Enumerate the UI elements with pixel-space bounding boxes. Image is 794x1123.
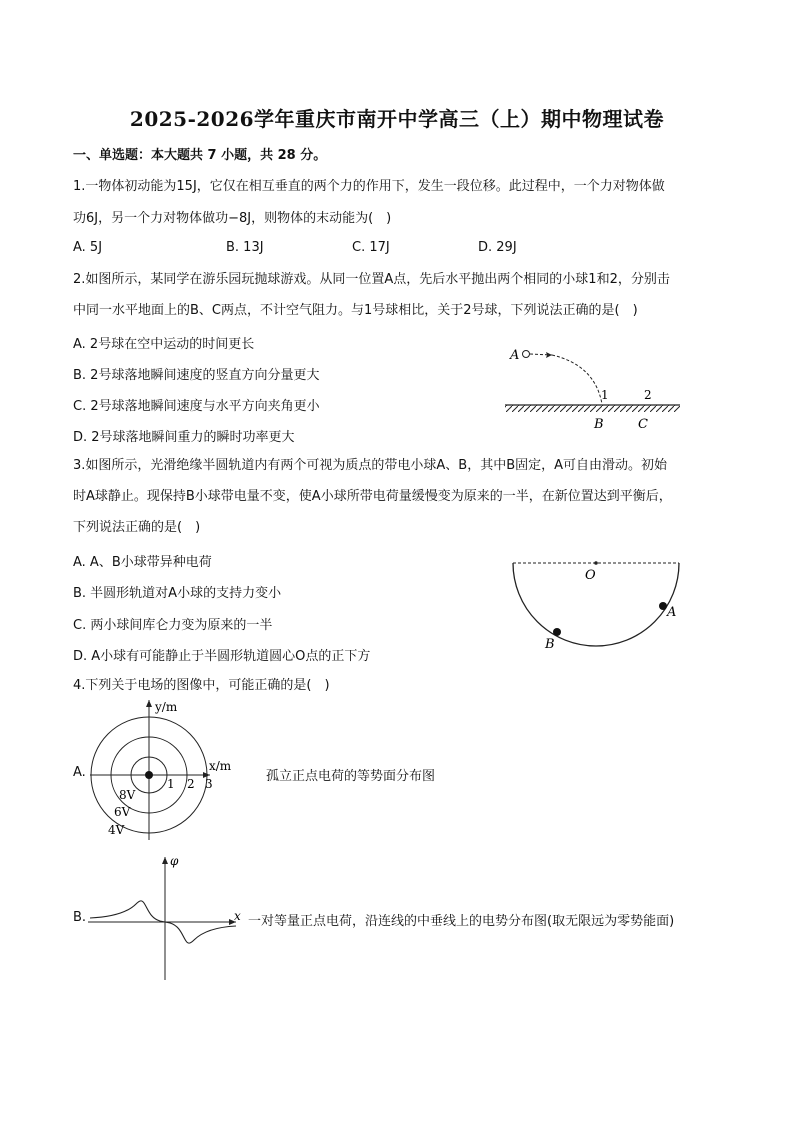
- q4-line1: 4.下列关于电场的图像中，可能正确的是( ): [73, 678, 330, 693]
- q1-option-b[interactable]: B. 13J: [226, 240, 264, 255]
- q3-label-a: A: [667, 605, 677, 620]
- section-heading: 一、单选题：本大题共 7 小题，共 28 分。: [73, 148, 327, 163]
- q4a-tick-2: 2: [187, 777, 195, 791]
- q3-ball-b: [553, 628, 561, 636]
- q3-center-dot: [594, 561, 598, 565]
- q1-option-d[interactable]: D. 29J: [478, 240, 517, 255]
- q2-option-c[interactable]: C. 2号球落地瞬间速度与水平方向夹角更小: [73, 399, 320, 414]
- q1-option-c[interactable]: C. 17J: [352, 240, 390, 255]
- q4a-y-arrow: [146, 700, 152, 707]
- q2-projectile-figure: [500, 340, 690, 435]
- q3-option-a[interactable]: A. A、B小球带异种电荷: [73, 555, 212, 570]
- q4b-y-arrow: [162, 857, 168, 864]
- q2-label-c: C: [638, 417, 648, 432]
- q3-track: [513, 563, 679, 646]
- q3-line1: 3.如图所示，光滑绝缘半圆轨道内有两个可视为质点的带电小球A、B，其中B固定，A可自由滑动。初始: [73, 458, 668, 473]
- q2-option-d[interactable]: D. 2号球落地瞬间重力的瞬时功率更大: [73, 430, 295, 445]
- q3-option-c[interactable]: C. 两小球间库仑力变为原来的一半: [73, 618, 273, 633]
- page-title: 2025-2026学年重庆市南开中学高三（上）期中物理试卷: [129, 107, 665, 131]
- q2-option-b[interactable]: B. 2号球落地瞬间速度的竖直方向分量更大: [73, 368, 320, 383]
- q4a-y-label: y/m: [155, 700, 178, 714]
- q3-ball-a: [659, 602, 667, 610]
- q4-potential-graph: [88, 852, 248, 982]
- q2-line1: 2.如图所示，某同学在游乐园玩抛球游戏。从同一位置A点，先后水平抛出两个相同的小球1和2，分别击: [73, 272, 670, 287]
- q4-option-a-letter[interactable]: A.: [73, 765, 86, 780]
- q2-label-a: A: [510, 348, 520, 363]
- q4b-x-label: x: [234, 909, 241, 923]
- q4a-label-8v: 8V: [119, 788, 136, 802]
- q4a-label-4v: 4V: [108, 823, 125, 837]
- q2-line2: 中同一水平地面上的B、C两点，不计空气阻力。与1号球相比，关于2号球，下列说法正确的是( ): [73, 303, 638, 318]
- q3-semicircle-figure: [505, 555, 690, 655]
- q3-label-o: O: [585, 568, 596, 583]
- q4-option-a-caption: 孤立正点电荷的等势面分布图: [266, 769, 436, 784]
- q4b-y-label: φ: [170, 854, 179, 868]
- q4a-x-label: x/m: [209, 759, 232, 773]
- q1-line2: 功6J，另一个力对物体做功−8J，则物体的末动能为( ): [73, 211, 392, 226]
- q4-option-b-letter[interactable]: B.: [73, 910, 87, 925]
- q2-ground-hatch: [505, 405, 680, 412]
- q1-line1: 1.一物体初动能为15J，它仅在相互垂直的两个力的作用下，发生一段位移。此过程中，一个力对物体做: [73, 179, 665, 194]
- q2-trajectory: [552, 355, 602, 404]
- q3-option-b[interactable]: B. 半圆形轨道对A小球的支持力变小: [73, 586, 282, 601]
- q2-label-1: 1: [601, 388, 609, 402]
- q2-option-a[interactable]: A. 2号球在空中运动的时间更长: [73, 337, 255, 352]
- q3-line3: 下列说法正确的是( ): [73, 520, 201, 535]
- q2-label-2: 2: [644, 388, 652, 402]
- q2-label-b: B: [594, 417, 604, 432]
- q3-line2: 时A球静止。现保持B小球带电量不变，使A小球所带电荷量缓慢变为原来的一半，在新位置达到平衡后，: [73, 489, 672, 504]
- q3-label-b: B: [545, 637, 555, 652]
- q4-option-b-caption: 一对等量正点电荷，沿连线的中垂线上的电势分布图(取无限远为零势能面): [248, 914, 675, 929]
- q4a-tick-3: 3: [205, 777, 213, 791]
- q1-option-a[interactable]: A. 5J: [73, 240, 103, 255]
- q2-start-ball: [523, 351, 530, 358]
- q3-option-d[interactable]: D. A小球有可能静止于半圆形轨道圆心O点的正下方: [73, 649, 371, 664]
- q4a-label-6v: 6V: [114, 805, 131, 819]
- q4a-point-charge: [145, 771, 153, 779]
- q4-equipotential-figure: [85, 695, 265, 845]
- q4a-tick-1: 1: [167, 777, 175, 791]
